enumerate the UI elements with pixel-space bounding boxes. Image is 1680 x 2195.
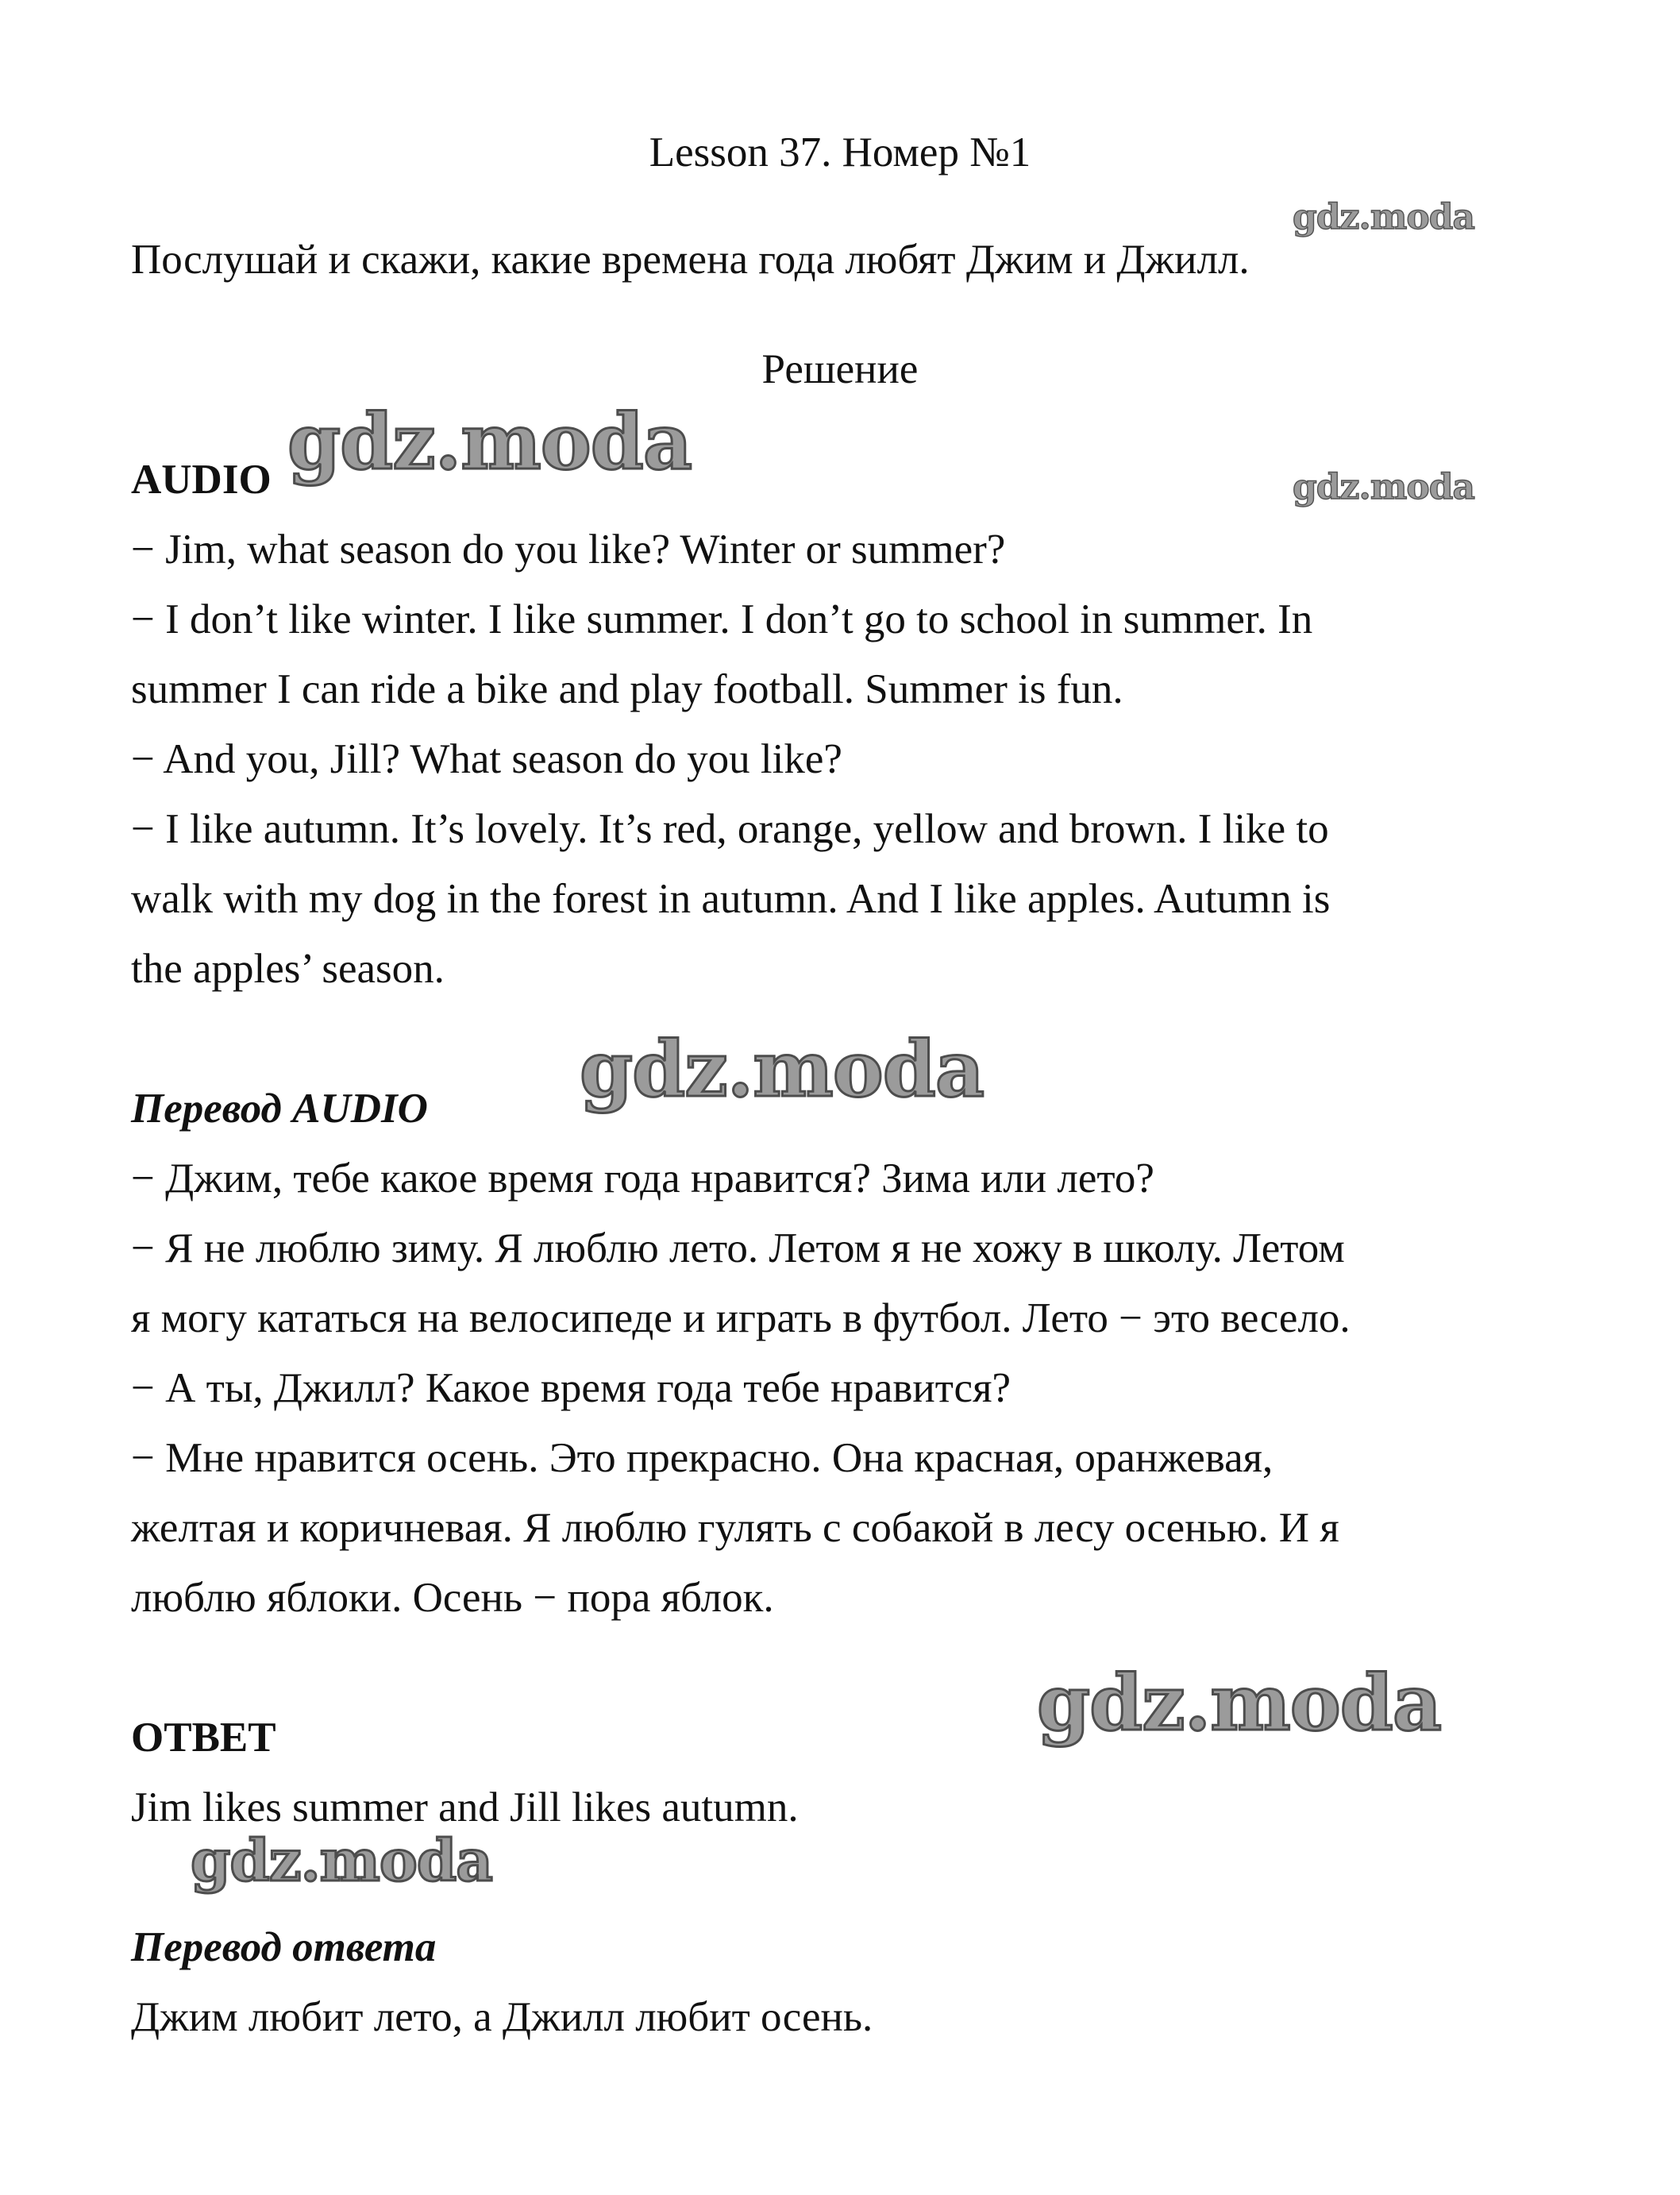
watermark-logo: gdz.moda [1037,1658,1442,1748]
watermark-logo: gdz.moda [1293,197,1475,237]
translation-line: − Джим, тебе какое время года нравится? Зима или лето? [131,1155,1154,1202]
answer-translation-text: Джим любит лето, а Джилл любит осень. [131,1994,873,2040]
translation-line: − А ты, Джилл? Какое время года тебе нравится? [131,1365,1011,1411]
audio-line: − I don’t like winter. I like summer. I don’t go to school in summer. In [131,596,1313,642]
translation-heading: Перевод AUDIO [131,1086,428,1132]
answer-translation-heading: Перевод ответа [131,1924,437,1970]
watermark-logo: gdz.moda [287,397,692,487]
translation-line: − Я не люблю зиму. Я люблю лето. Летом я не хожу в школу. Летом [131,1225,1345,1271]
audio-line: walk with my dog in the forest in autumn. And I like apples. Autumn is [131,876,1331,922]
audio-line: summer I can ride a bike and play football. Summer is fun. [131,666,1123,712]
solution-label: Решение [761,346,919,392]
audio-line: − I like autumn. It’s lovely. It’s red, orange, yellow and brown. I like to [131,806,1329,852]
translation-line: я могу кататься на велосипеде и играть в футбол. Лето − это весело. [131,1295,1351,1341]
watermark-logo: gdz.moda [191,1827,492,1894]
audio-line: − And you, Jill? What season do you like? [131,736,842,782]
translation-line: люблю яблоки. Осень − пора яблок. [131,1575,774,1621]
translation-line: желтая и коричневая. Я люблю гулять с собакой в лесу осенью. И я [131,1505,1339,1551]
answer-text: Jim likes summer and Jill likes autumn. [131,1784,799,1830]
watermark-logo: gdz.moda [1293,467,1475,507]
watermark-logo: gdz.moda [580,1024,984,1114]
audio-line: the apples’ season. [131,946,445,992]
audio-heading: AUDIO [131,457,272,503]
task-text: Послушай и скажи, какие времена года любят Джим и Джилл. [131,237,1250,283]
audio-line: − Jim, what season do you like? Winter or summer? [131,527,1006,573]
page-title: Lesson 37. Номер №1 [649,129,1031,176]
translation-line: − Мне нравится осень. Это прекрасно. Она красная, оранжевая, [131,1435,1273,1481]
answer-heading: ОТВЕТ [131,1715,276,1761]
